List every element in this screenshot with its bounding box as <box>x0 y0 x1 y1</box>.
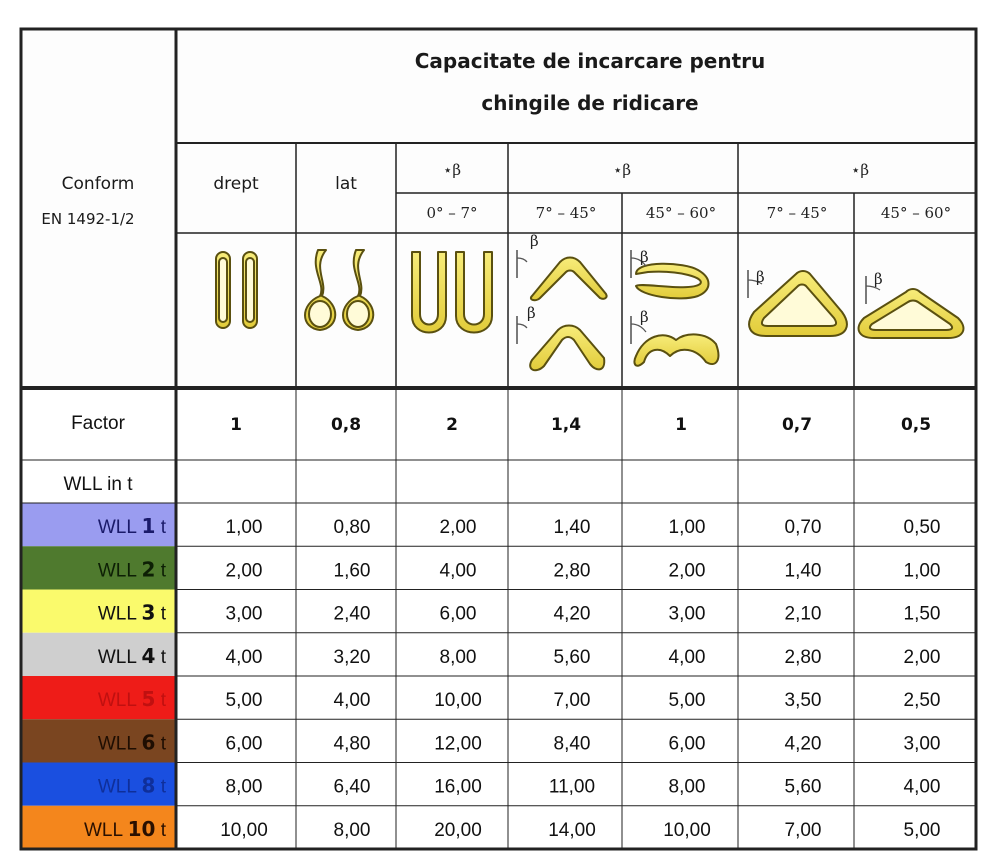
wll-value: 6,00 <box>439 603 477 625</box>
factor-value: 1,4 <box>550 415 582 435</box>
beta-mark-4: β <box>640 308 649 326</box>
title-line-2: chingile de ridicare <box>481 91 699 115</box>
wll-value: 1,00 <box>668 517 706 538</box>
wll-label <box>84 817 167 841</box>
factor-row <box>230 415 931 435</box>
range-7-45-a: 7° – 45° <box>535 204 597 222</box>
wll-value: 3,20 <box>333 646 371 668</box>
wll-value: 8,40 <box>553 733 591 755</box>
wll-unit: t <box>155 776 166 798</box>
wll-value: 8,00 <box>333 819 371 841</box>
wll-value: 7,00 <box>553 690 591 711</box>
wll-value: 2,00 <box>439 517 477 538</box>
wll-value: 10,00 <box>663 819 711 841</box>
title-line-1: Capacitate de incarcare pentru <box>414 49 766 73</box>
wll-value: 4,00 <box>225 646 263 668</box>
wll-unit: t <box>155 690 166 711</box>
wll-value: 4,00 <box>439 560 477 582</box>
standard-code: EN 1492-1/2 <box>41 210 135 228</box>
wll-value: 3,00 <box>903 733 941 755</box>
wll-value: 3,50 <box>784 690 822 711</box>
wll-value: 4,20 <box>784 733 822 755</box>
beta-mark-1: β <box>530 232 539 250</box>
wll-prefix: WLL <box>97 690 142 711</box>
wll-value: 2,10 <box>784 603 822 625</box>
wll-value: 3,00 <box>225 603 263 625</box>
wll-value: 2,50 <box>903 690 941 711</box>
wll-value: 3,00 <box>668 603 706 625</box>
range-7-45-b: 7° – 45° <box>766 204 828 222</box>
wll-number: 8 <box>141 773 156 798</box>
wll-number: 4 <box>141 643 156 668</box>
wll-value: 2,00 <box>225 560 263 582</box>
wll-value: 1,00 <box>225 517 263 538</box>
wll-value: 4,80 <box>333 733 371 755</box>
factor-value: 0,8 <box>330 415 362 435</box>
wll-value: 20,00 <box>434 819 482 841</box>
wll-value: 8,00 <box>668 776 706 798</box>
wll-value: 2,00 <box>668 560 706 582</box>
wll-number: 6 <box>141 730 156 755</box>
factor-value: 1 <box>230 415 242 435</box>
wll-value: 2,80 <box>553 560 591 582</box>
wll-value: 1,40 <box>553 517 591 538</box>
wll-value: 6,40 <box>333 776 371 798</box>
wll-label <box>98 687 167 711</box>
wll-prefix: WLL <box>97 560 142 582</box>
wll-label <box>98 774 167 798</box>
factor-value: 0,5 <box>900 415 932 435</box>
wll-value: 1,50 <box>903 603 941 625</box>
wll-label <box>98 601 167 625</box>
wll-prefix: WLL <box>97 646 142 668</box>
wll-prefix: WLL <box>97 776 142 798</box>
wll-value: 6,00 <box>225 733 263 755</box>
wll-label <box>98 557 167 581</box>
wll-number: 1 <box>141 514 156 538</box>
wll-value: 1,60 <box>333 560 371 582</box>
wll-value: 4,00 <box>903 776 941 798</box>
wll-prefix: WLL <box>97 733 142 755</box>
wll-unit: t <box>155 517 166 538</box>
factor-label: Factor <box>71 413 125 434</box>
wll-value: 1,00 <box>903 560 941 582</box>
wll-value: 4,00 <box>668 646 706 668</box>
wll-value: 0,80 <box>333 517 371 538</box>
factor-value: 0,7 <box>781 415 813 435</box>
wll-header: WLL in t <box>63 474 133 495</box>
wll-unit: t <box>155 560 166 582</box>
beta-mark-6: β <box>874 270 883 288</box>
wll-number: 3 <box>141 600 156 625</box>
col-beta-3: ⋆β <box>850 161 870 179</box>
wll-value: 4,20 <box>553 603 591 625</box>
col-drept: drept <box>213 174 259 194</box>
wll-prefix: WLL <box>83 819 128 841</box>
wll-value: 10,00 <box>434 690 482 711</box>
wll-value: 2,80 <box>784 646 822 668</box>
wll-value: 5,00 <box>225 690 263 711</box>
wll-number: 5 <box>141 687 156 711</box>
wll-label <box>98 730 167 754</box>
wll-prefix: WLL <box>97 603 142 625</box>
beta-mark-2: β <box>527 304 536 322</box>
wll-value: 5,00 <box>903 819 941 841</box>
wll-value: 10,00 <box>220 819 268 841</box>
wll-value: 1,40 <box>784 560 822 582</box>
wll-unit: t <box>155 819 166 841</box>
wll-value: 7,00 <box>784 819 822 841</box>
factor-value: 1 <box>675 415 687 435</box>
wll-value: 5,60 <box>784 776 822 798</box>
range-45-60-b: 45° – 60° <box>880 204 952 222</box>
wll-unit: t <box>155 646 166 668</box>
wll-value: 8,00 <box>439 646 477 668</box>
wll-value: 5,60 <box>553 646 591 668</box>
wll-prefix: WLL <box>97 517 142 538</box>
wll-value: 0,50 <box>903 517 941 538</box>
wll-value: 14,00 <box>548 819 596 841</box>
wll-label <box>98 644 167 668</box>
beta-mark-5: β <box>756 268 765 286</box>
wll-unit: t <box>155 603 166 625</box>
beta-mark-3: β <box>640 248 649 266</box>
col-beta-1: ⋆β <box>442 161 462 179</box>
standard-label: Conform <box>61 174 135 194</box>
wll-value: 11,00 <box>548 776 596 798</box>
wll-value: 5,00 <box>668 690 706 711</box>
wll-value: 12,00 <box>434 733 482 755</box>
col-beta-2: ⋆β <box>612 161 632 179</box>
wll-number: 10 <box>127 816 156 841</box>
wll-value: 2,40 <box>333 603 371 625</box>
wll-value: 6,00 <box>668 733 706 755</box>
wll-label <box>98 514 167 538</box>
wll-number: 2 <box>141 557 156 582</box>
wll-unit: t <box>155 733 166 755</box>
range-0-7: 0° – 7° <box>426 204 478 222</box>
wll-value: 2,00 <box>903 646 941 668</box>
range-45-60-a: 45° – 60° <box>645 204 717 222</box>
col-lat: lat <box>335 174 357 194</box>
wll-value: 4,00 <box>333 690 371 711</box>
factor-value: 2 <box>446 415 458 435</box>
wll-value: 8,00 <box>225 776 263 798</box>
wll-value: 16,00 <box>434 776 482 798</box>
wll-value: 0,70 <box>784 517 822 538</box>
